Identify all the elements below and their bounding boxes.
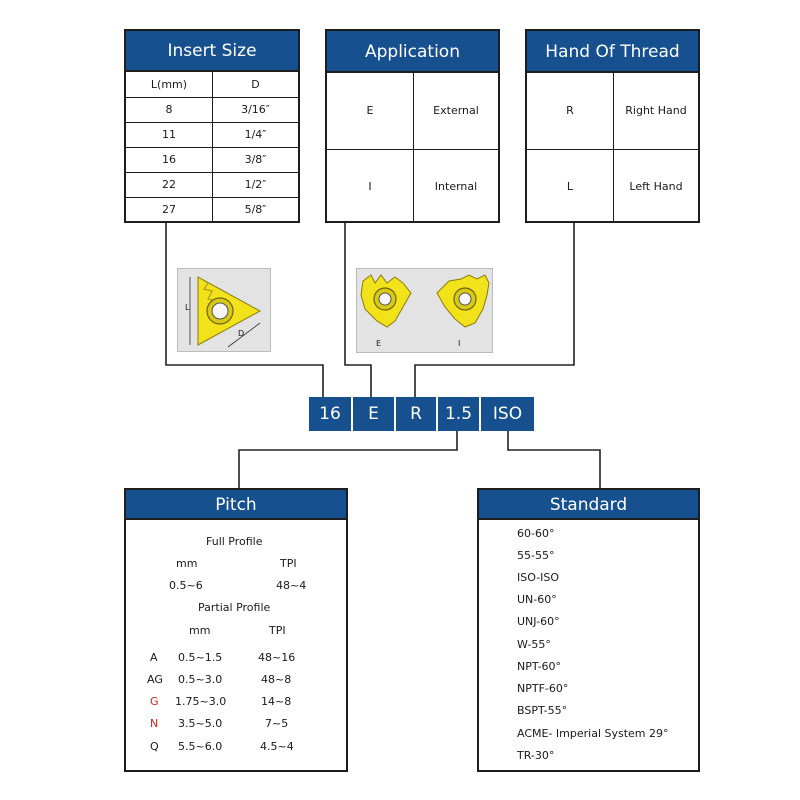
application-figure — [356, 268, 493, 353]
insert-size-l: 11 — [126, 122, 213, 147]
partial-row-mm: 0.5~1.5 — [178, 651, 223, 664]
code-hand: R — [396, 397, 436, 431]
hand-label-left: Left Hand — [614, 149, 699, 223]
application-figure-label-i: I — [458, 339, 461, 348]
application-label-internal: Internal — [414, 149, 499, 223]
hand-of-thread-title: Hand Of Thread — [527, 31, 698, 73]
full-profile-col-mm: mm — [176, 557, 198, 570]
insert-size-d: 3/8″ — [213, 147, 299, 172]
partial-profile-col-mm: mm — [189, 624, 211, 637]
partial-row-tpi: 14~8 — [261, 695, 292, 708]
table-row — [126, 122, 298, 147]
full-profile-mm: 0.5~6 — [169, 579, 203, 592]
partial-row-mm: 3.5~5.0 — [178, 717, 223, 730]
table-row — [126, 147, 298, 172]
code-application: E — [353, 397, 394, 431]
hand-of-thread-table — [527, 73, 698, 223]
partial-row-mm: 0.5~3.0 — [178, 673, 223, 686]
code-standard: ISO — [481, 397, 534, 431]
full-profile-tpi: 48~4 — [276, 579, 307, 592]
standard-item: ISO-ISO — [517, 571, 560, 584]
standard-item: UN-60° — [517, 593, 557, 606]
application-table — [327, 73, 498, 223]
insert-size-title: Insert Size — [126, 31, 298, 72]
pitch-title: Pitch — [126, 490, 346, 520]
insert-size-l: 27 — [126, 197, 213, 222]
connector-pitch — [239, 431, 457, 488]
standard-item: NPT-60° — [517, 660, 562, 673]
table-row — [126, 97, 298, 122]
insert-size-l: 16 — [126, 147, 213, 172]
partial-row-code: A — [150, 651, 158, 664]
standard-item: ACME- Imperial System 29° — [517, 727, 669, 740]
standard-item: NPTF-60° — [517, 682, 569, 695]
partial-row-mm: 5.5~6.0 — [178, 740, 223, 753]
table-row — [527, 73, 698, 149]
application-code-e: E — [366, 104, 374, 118]
insert-size-figure — [177, 268, 271, 352]
table-row — [126, 197, 298, 222]
table-row — [327, 73, 498, 149]
standard-title: Standard — [479, 490, 698, 520]
full-profile-label: Full Profile — [206, 535, 263, 548]
partial-row-tpi: 7~5 — [265, 717, 289, 730]
standard-item: UNJ-60° — [517, 615, 560, 628]
standard-item: W-55° — [517, 638, 551, 651]
insert-size-panel — [124, 29, 300, 223]
code-size: 16 — [309, 397, 351, 431]
partial-row-tpi: 48~16 — [258, 651, 296, 664]
insert-size-col-d: D — [213, 72, 299, 97]
insert-triangle-image — [178, 269, 272, 353]
partial-row-mm: 1.75~3.0 — [175, 695, 227, 708]
insert-size-d: 1/4″ — [213, 122, 299, 147]
partial-row-code: AG — [147, 673, 163, 686]
hand-label-right: Right Hand — [614, 73, 699, 149]
table-row — [327, 149, 498, 223]
full-profile-col-tpi: TPI — [280, 557, 297, 570]
insert-size-d: 5/8″ — [213, 197, 299, 222]
hand-code-l: L — [527, 149, 614, 223]
standard-item: BSPT-55° — [517, 704, 568, 717]
connector-standard — [508, 431, 600, 488]
partial-row-tpi: 48~8 — [261, 673, 292, 686]
standard-item: TR-30° — [517, 749, 555, 762]
application-figure-label-e: E — [376, 339, 382, 348]
partial-row-code: N — [150, 717, 159, 730]
application-panel — [325, 29, 500, 223]
insert-size-l: 22 — [126, 172, 213, 197]
application-code-i: I — [327, 149, 414, 223]
code-pitch: 1.5 — [438, 397, 479, 431]
table-row — [126, 172, 298, 197]
application-title: Application — [327, 31, 498, 73]
partial-row-tpi: 4.5~4 — [260, 740, 294, 753]
application-label-external: External — [414, 73, 499, 149]
standard-item: 60-60° — [517, 527, 555, 540]
hand-code-r: R — [566, 104, 574, 118]
partial-profile-label: Partial Profile — [198, 601, 271, 614]
insert-size-d: 3/16″ — [213, 97, 299, 122]
insert-size-table — [126, 72, 298, 222]
partial-profile-col-tpi: TPI — [269, 624, 286, 637]
table-row — [527, 149, 698, 223]
insert-label-d: D — [238, 329, 245, 338]
insert-size-d: 1/2″ — [213, 172, 299, 197]
insert-label-l: L — [185, 303, 190, 312]
insert-size-l: 8 — [126, 97, 213, 122]
insert-size-col-l: L(mm) — [150, 77, 188, 91]
hand-of-thread-panel — [525, 29, 700, 223]
partial-row-code: G — [150, 695, 159, 708]
standard-item: 55-55° — [517, 549, 555, 562]
partial-row-code: Q — [150, 740, 159, 753]
